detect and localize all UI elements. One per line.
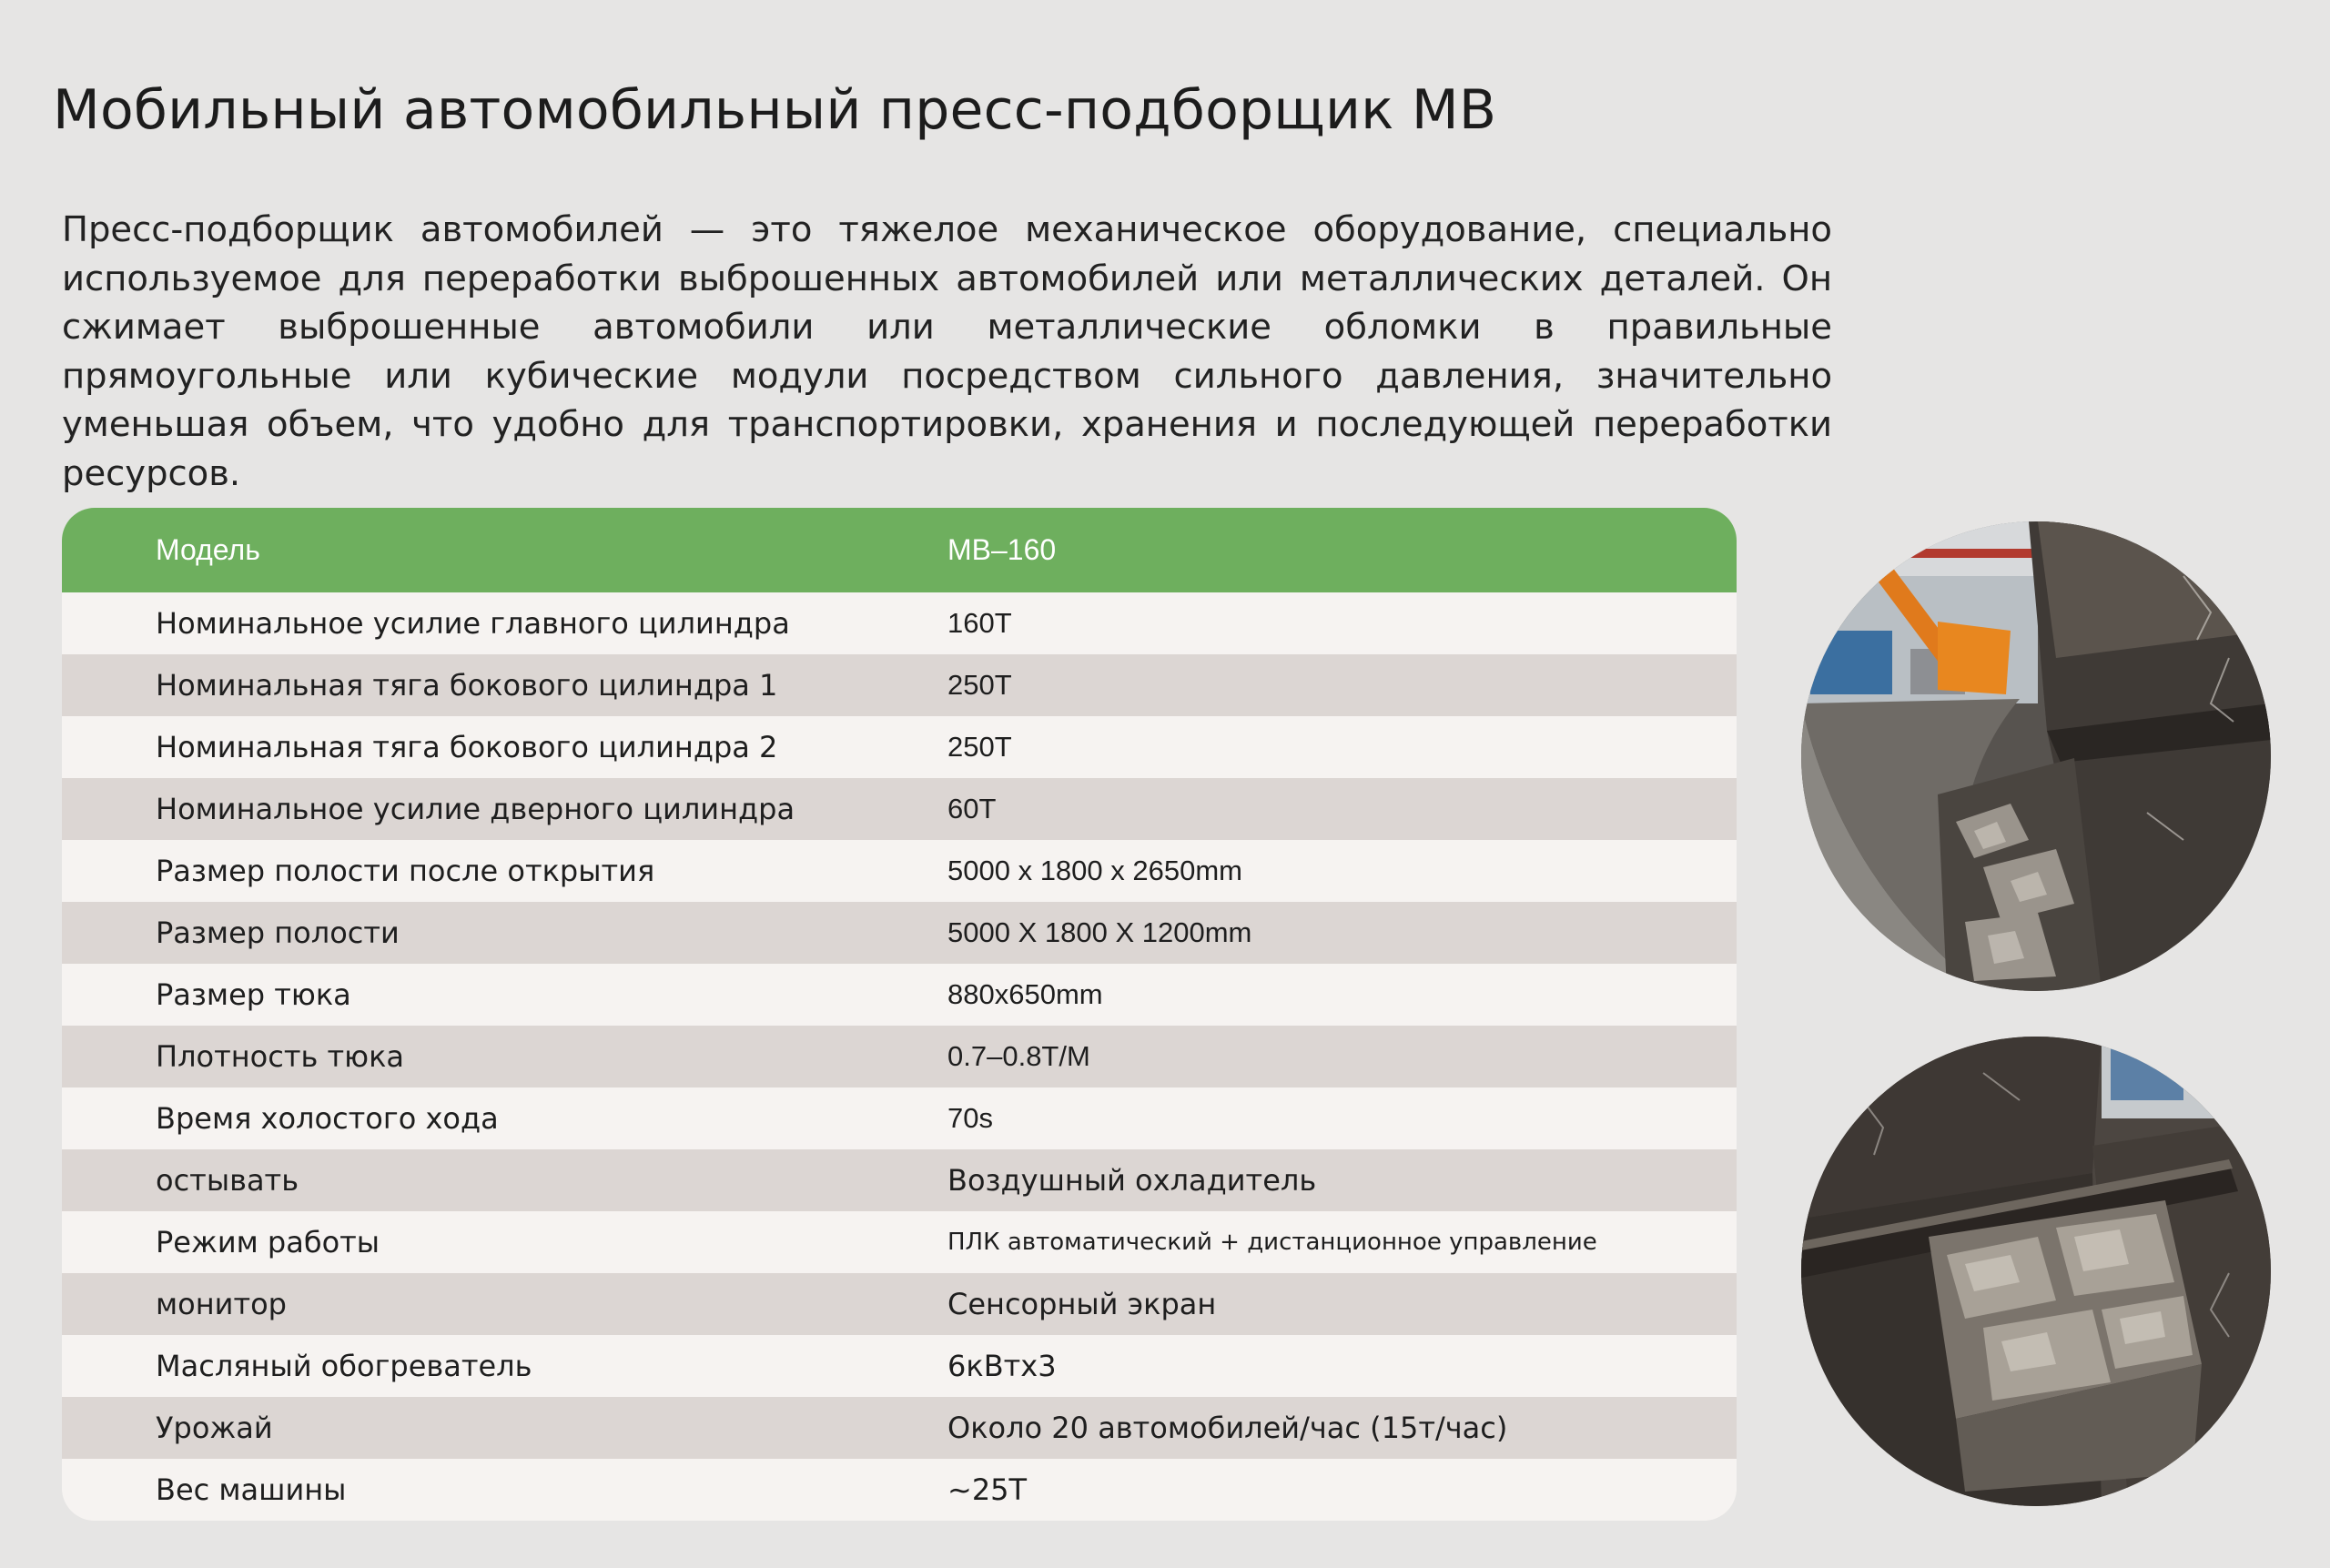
table-row (62, 1335, 1737, 1397)
row-label: Номинальное усилие дверного цилиндра (156, 792, 795, 826)
table-row (62, 840, 1737, 902)
table-row (62, 592, 1737, 654)
table-row (62, 1087, 1737, 1149)
row-label: Номинальная тяга бокового цилиндра 2 (156, 730, 778, 764)
spec-table (62, 508, 1737, 1521)
row-label: Размер тюка (156, 977, 351, 1012)
row-value: Сенсорный экран (947, 1287, 1217, 1321)
row-label: Масляный обогреватель (156, 1349, 532, 1383)
row-label: остывать (156, 1163, 299, 1198)
row-value: ~25T (947, 1472, 1028, 1507)
row-value: 160T (947, 607, 1012, 639)
row-value: 60T (947, 793, 997, 824)
row-label: Время холостого хода (156, 1101, 499, 1136)
page-title: Мобильный автомобильный пресс-подборщик MB (53, 78, 1497, 142)
table-row (62, 1149, 1737, 1211)
header-value: MB–160 (947, 533, 1057, 566)
row-label: Размер полости (156, 916, 400, 950)
row-value: Воздушный охладитель (947, 1163, 1317, 1198)
intro-paragraph: Пресс-подборщик автомобилей — это тяжелое механическое оборудование, специально используемое для переработки выброшенных автомобилей или металлических деталей. Он сжимает выброшенные автомобили или металлические обломки в правильные прямоугольные или кубические модули посредством сильного давления, значительно уменьшая объем, что удобно для транспортировки, хранения и последующей переработки ресурсов. (62, 209, 1832, 494)
row-label: Номинальная тяга бокового цилиндра 1 (156, 668, 778, 703)
row-value: 880x650mm (947, 978, 1103, 1010)
table-row (62, 654, 1737, 716)
row-label: Режим работы (156, 1225, 380, 1259)
row-value: 5000 X 1800 X 1200mm (947, 916, 1252, 948)
table-row (62, 1026, 1737, 1087)
spec-table-header (62, 508, 1737, 592)
baler-chamber-photo (1801, 521, 2271, 991)
row-label: Вес машины (156, 1472, 347, 1507)
table-row (62, 1459, 1737, 1521)
compressed-scrap-photo (1801, 1037, 2271, 1506)
row-value: ПЛК автоматический + дистанционное управление (947, 1229, 1597, 1256)
row-value: 6кВтх3 (947, 1349, 1057, 1383)
row-label: монитор (156, 1287, 287, 1321)
table-row (62, 1211, 1737, 1273)
row-value: 250T (947, 669, 1012, 701)
row-value: 5000 x 1800 x 2650mm (947, 855, 1242, 886)
table-row (62, 902, 1737, 964)
row-label: Размер полости после открытия (156, 854, 655, 888)
row-value: 250T (947, 731, 1012, 763)
table-row (62, 1273, 1737, 1335)
table-row (62, 716, 1737, 778)
row-value: 0.7–0.8T/M (947, 1040, 1090, 1072)
row-label: Урожай (156, 1411, 273, 1445)
table-row (62, 1397, 1737, 1459)
spec-table-body (62, 592, 1737, 1521)
table-row (62, 778, 1737, 840)
row-label: Номинальное усилие главного цилиндра (156, 606, 790, 641)
table-row (62, 964, 1737, 1026)
row-value: Около 20 автомобилей/час (15т/час) (947, 1411, 1508, 1445)
header-label: Модель (156, 533, 260, 566)
row-value: 70s (947, 1102, 993, 1134)
row-label: Плотность тюка (156, 1039, 405, 1074)
